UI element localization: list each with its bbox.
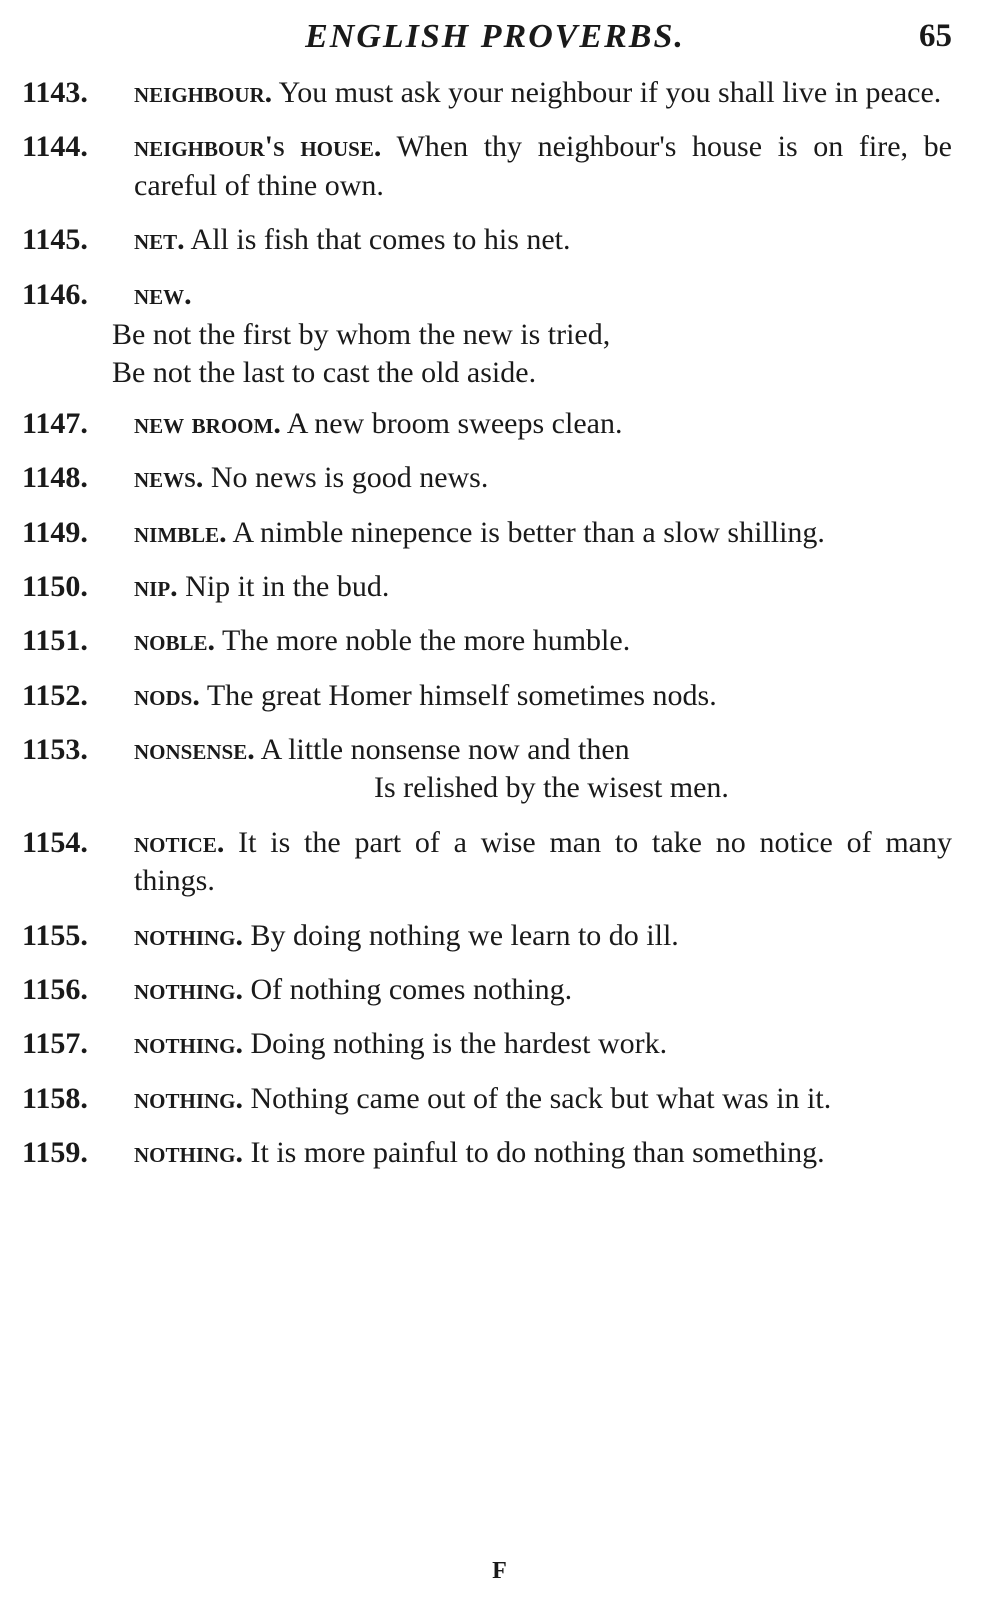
list-item <box>22 405 952 443</box>
entry-text: Doing nothing is the hardest work. <box>250 1027 668 1061</box>
entry-number: 1150. <box>22 569 88 603</box>
list-item <box>22 1134 952 1172</box>
entry-text: The more noble the more humble. <box>222 624 631 658</box>
entry-body <box>134 74 952 112</box>
list-item <box>22 514 952 552</box>
entry-number: 1155. <box>22 918 88 952</box>
entry-keyword: notice. <box>134 825 225 859</box>
entry-keyword: nimble. <box>134 515 227 549</box>
entry-number: 1148. <box>22 461 88 495</box>
entry-text: A little nonsense now and then <box>260 733 630 767</box>
entry-number: 1144. <box>22 130 88 164</box>
entry-text: All is fish that comes to his net. <box>190 223 571 257</box>
entry-text: Nothing came out of the sack but what was in it. <box>250 1081 832 1115</box>
list-item <box>22 128 952 205</box>
list-item <box>22 677 952 715</box>
entry-keyword: nothing. <box>134 1136 244 1170</box>
entry-number: 1147. <box>22 406 88 440</box>
entry-keyword: nonsense. <box>134 733 255 767</box>
entry-text: Nip it in the bud. <box>185 569 390 603</box>
entry-text: You must ask your neighbour if you shall live in peace. <box>278 76 942 109</box>
list-item <box>22 74 952 112</box>
entry-keyword: nip. <box>134 569 178 603</box>
entry-body <box>112 276 952 393</box>
verse-line: Be not the first by whom the new is tried, <box>112 317 611 351</box>
verse-line: Be not the last to cast the old aside. <box>112 356 537 390</box>
page-header <box>0 0 1000 60</box>
list-item <box>22 622 952 660</box>
entry-number: 1154. <box>22 825 88 859</box>
proverb-list <box>0 60 1000 1173</box>
entry-body <box>134 824 952 901</box>
list-item <box>22 1025 952 1063</box>
entry-text: No news is good news. <box>210 461 489 495</box>
list-item <box>22 459 952 497</box>
entry-text: A nimble ninepence is better than a slow shilling. <box>232 515 825 549</box>
list-item <box>22 221 952 259</box>
entry-number: 1143. <box>22 76 88 109</box>
entry-keyword: nothing. <box>134 973 244 1007</box>
entry-keyword: new. <box>134 277 192 311</box>
list-item <box>22 971 952 1009</box>
entry-body <box>134 1080 952 1118</box>
entry-keyword: net. <box>134 223 185 257</box>
entry-keyword: nothing. <box>134 918 244 952</box>
entry-body <box>134 514 952 552</box>
entry-body <box>134 221 952 259</box>
entry-number: 1153. <box>22 733 88 767</box>
entry-body <box>134 917 952 955</box>
entry-keyword: noble. <box>134 624 216 658</box>
entry-number: 1158. <box>22 1081 88 1115</box>
entry-body <box>134 971 952 1009</box>
entry-text: The great Homer himself sometimes nods. <box>206 678 717 712</box>
entry-body <box>134 677 952 715</box>
entry-keyword: nods. <box>134 678 200 712</box>
entry-text: When thy neighbour's house is on fire, be careful of thine own. <box>134 130 952 202</box>
entry-keyword: new broom. <box>134 406 281 440</box>
entry-number: 1159. <box>22 1136 88 1170</box>
entry-number: 1146. <box>22 277 88 311</box>
entry-keyword: news. <box>134 461 204 495</box>
list-item <box>22 276 952 393</box>
entry-body <box>134 405 952 443</box>
entry-text: By doing nothing we learn to do ill. <box>250 918 679 952</box>
entry-second-line: Is relished by the wisest men. <box>374 771 729 805</box>
entry-number: 1145. <box>22 223 88 257</box>
entry-keyword: neighbour's house. <box>134 130 382 164</box>
entry-body <box>134 622 952 660</box>
entry-keyword: nothing. <box>134 1027 244 1061</box>
entry-text: It is more painful to do nothing than something. <box>250 1136 825 1170</box>
entry-text: It is the part of a wise man to take no notice of many things. <box>134 825 952 898</box>
entry-keyword: nothing. <box>134 1081 244 1115</box>
entry-body <box>134 1025 952 1063</box>
entry-body <box>134 128 952 205</box>
entry-body <box>134 459 952 497</box>
entry-verse <box>112 316 952 393</box>
list-item <box>22 1080 952 1118</box>
entry-number: 1149. <box>22 515 88 549</box>
entry-text: A new broom sweeps clean. <box>286 406 623 440</box>
page-number: 65 <box>919 18 952 54</box>
list-item <box>22 731 952 808</box>
entry-text: Of nothing comes nothing. <box>250 973 573 1007</box>
entry-number: 1157. <box>22 1027 88 1061</box>
entry-body <box>134 1134 952 1172</box>
list-item <box>22 824 952 901</box>
entry-number: 1152. <box>22 678 88 712</box>
list-item <box>22 917 952 955</box>
entry-body <box>134 568 952 606</box>
list-item <box>22 568 952 606</box>
page-title: ENGLISH PROVERBS. <box>305 18 685 55</box>
signature-mark: F <box>492 1558 508 1584</box>
entry-number: 1156. <box>22 973 88 1007</box>
entry-keyword: neighbour. <box>134 76 273 109</box>
entry-number: 1151. <box>22 624 88 658</box>
entry-body <box>134 731 952 808</box>
